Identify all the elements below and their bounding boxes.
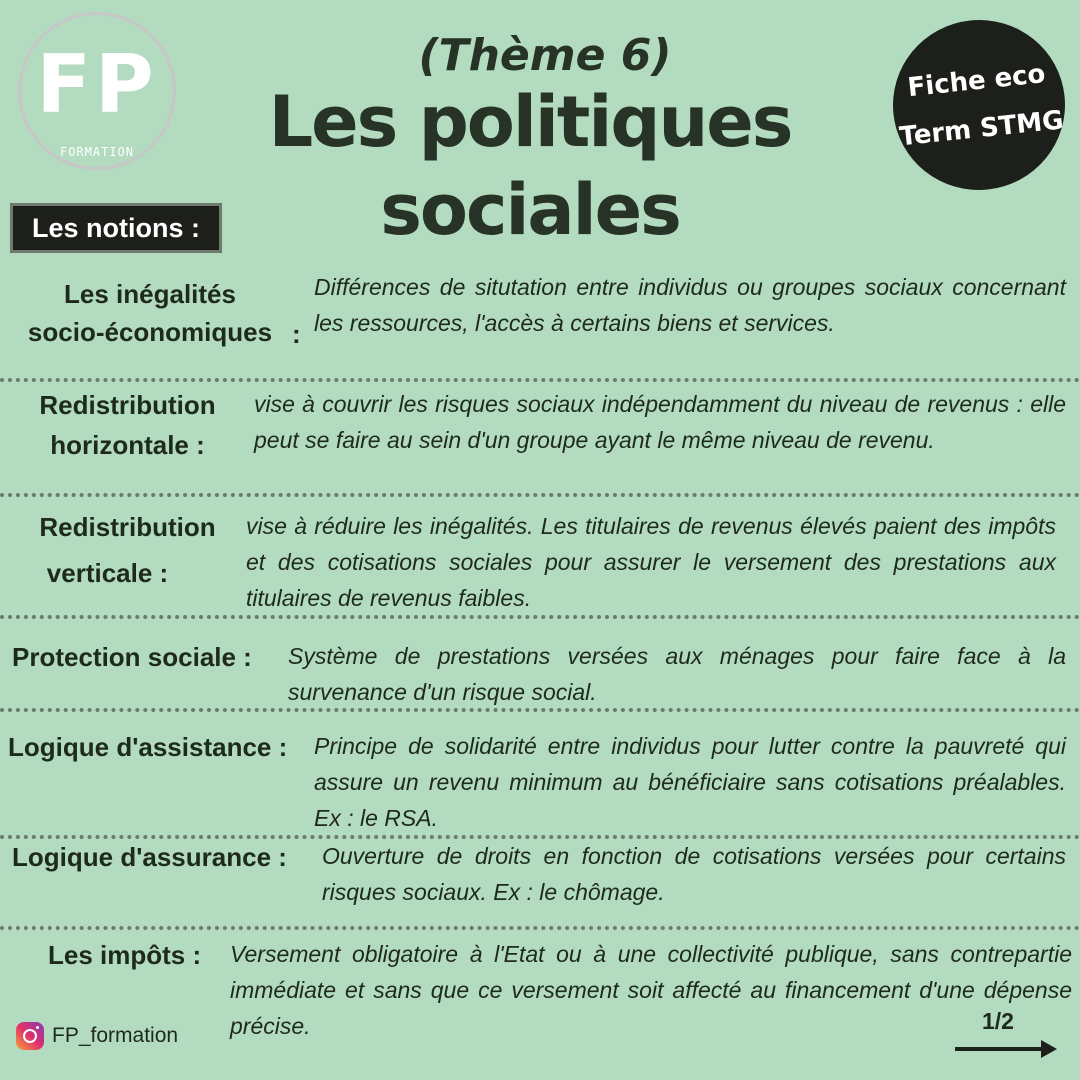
instagram-handle[interactable] — [16, 1022, 178, 1050]
logo-subtitle: FORMATION — [59, 145, 135, 159]
notion-definition: vise à réduire les inégalités. Les titulaires de revenus élevés paient des impôts et des cotisations sociales pour assurer le versement des prestations aux titulaires de revenus faibles. — [246, 513, 1056, 611]
term-line: socio-économiques — [27, 317, 273, 347]
page-number: 1/2 — [982, 1008, 1014, 1034]
notion-term: Les impôts : — [48, 940, 202, 970]
notion-definition: vise à couvrir les risques sociaux indépendamment du niveau de revenus : elle peut se faire au sein d'un groupe ayant le même niveau de revenu. — [254, 391, 1066, 453]
instagram-handle-text: FP_formation — [52, 1024, 179, 1047]
section-label: Les notions : — [10, 203, 222, 253]
notion-term: Protection sociale : — [12, 642, 252, 672]
instagram-icon — [16, 1022, 44, 1050]
term-line: Redistribution — [39, 512, 216, 542]
notion-term — [10, 274, 290, 352]
dotted-divider — [0, 615, 1080, 619]
notion-term — [20, 385, 235, 465]
logo-letters: FP — [36, 38, 158, 131]
dotted-divider — [0, 378, 1080, 382]
dotted-divider — [0, 493, 1080, 497]
page-title: Les politiques sociales — [268, 81, 792, 251]
dotted-divider — [0, 708, 1080, 712]
badge-line-2: Term STMG — [898, 105, 1065, 153]
term-line: verticale : — [46, 558, 169, 588]
theme-label: (Thème 6) — [418, 30, 672, 81]
notion-term — [20, 507, 235, 593]
course-badge — [885, 11, 1074, 198]
notion-definition: Principe de solidarité entre individus pour lutter contre la pauvreté qui assure un revenu minimum au bénéficiaire sans cotisations préalables. Ex : le RSA. — [314, 733, 1066, 831]
term-line: horizontale : — [50, 430, 205, 460]
notion-term: Logique d'assurance : — [12, 842, 287, 872]
badge-line-1: Fiche eco — [906, 58, 1047, 104]
notion-term: Logique d'assistance : — [8, 732, 288, 762]
term-colon: : — [292, 319, 301, 349]
dotted-divider — [0, 926, 1080, 930]
notion-definition: Ouverture de droits en fonction de cotisations versées pour certains risques sociaux. Ex : le chômage. — [322, 843, 1066, 905]
arrow-right-icon[interactable] — [953, 1038, 1059, 1060]
fp-formation-logo — [18, 12, 176, 170]
notion-definition: Versement obligatoire à l'Etat ou à une collectivité publique, sans contrepartie immédiate et sans que ce versement soit affecté au financement d'une dépense précise. — [230, 941, 1072, 1039]
term-line: Les inégalités — [64, 279, 236, 309]
notion-definition: Différences de situtation entre individus ou groupes sociaux concernant les ressources, l'accès à certains biens et services. — [314, 274, 1066, 336]
term-line: Redistribution — [39, 390, 216, 420]
notion-definition: Système de prestations versées aux ménages pour faire face à la survenance d'un risque social. — [288, 643, 1066, 705]
